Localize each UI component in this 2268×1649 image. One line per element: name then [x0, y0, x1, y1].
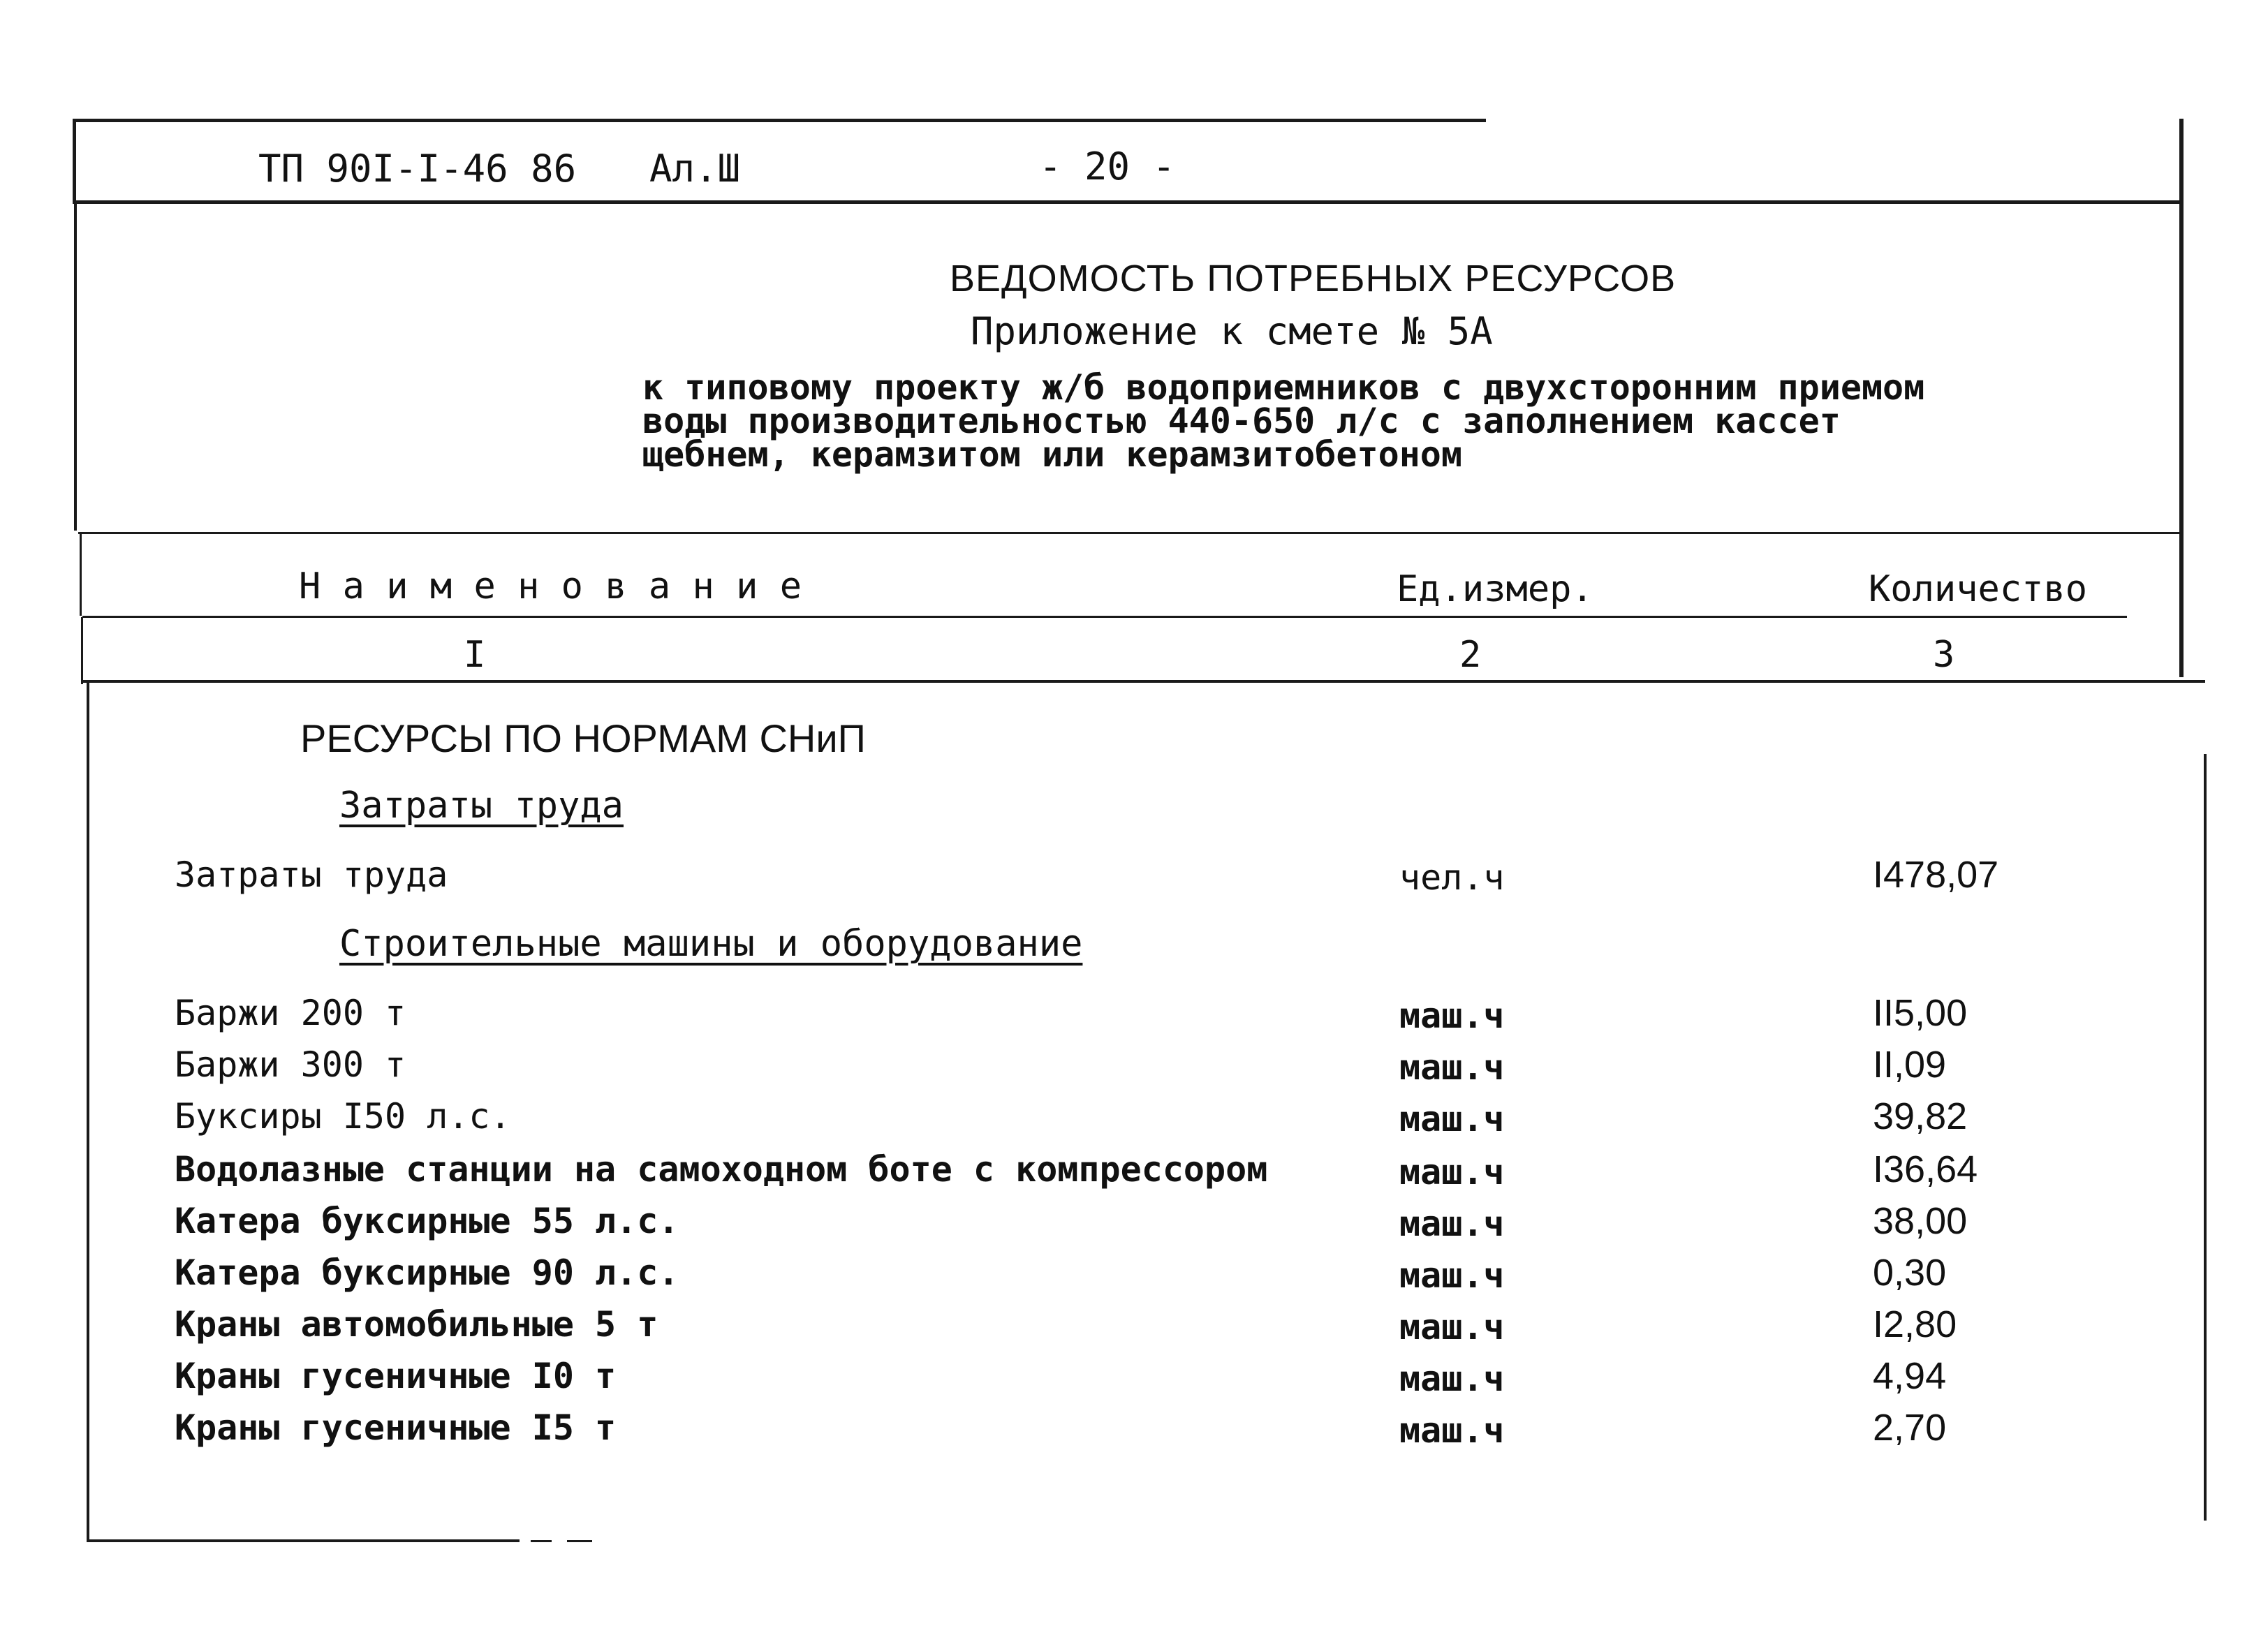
- bottom-dash-2: [567, 1540, 592, 1542]
- row-unit: маш.ч: [1399, 1099, 1505, 1139]
- colnum-separator: [82, 680, 2205, 683]
- column-number-1: I: [464, 634, 486, 676]
- bottom-dash-1: [531, 1540, 552, 1542]
- column-number-2: 2: [1459, 634, 1482, 676]
- title-bottom-line: [78, 532, 2181, 534]
- colnum-left-border: [81, 617, 83, 684]
- description-line-1: к типовому проекту ж/б водоприемников с двухсторонним приемом: [642, 367, 1925, 408]
- row-name: Катера буксирные 55 л.с.: [175, 1201, 679, 1241]
- body-right-border: [2204, 754, 2207, 1521]
- group-heading-labor: Затраты труда: [339, 785, 624, 827]
- album-label: Ал.Ш: [649, 147, 741, 191]
- row-unit: маш.ч: [1399, 1359, 1505, 1399]
- body-bottom-line: [87, 1539, 520, 1542]
- document-title: ВЕДОМОСТЬ ПОТРЕБНЫХ РЕСУРСОВ: [950, 258, 1677, 300]
- row-qty: 0,30: [1873, 1252, 1947, 1294]
- row-name: Краны автомобильные 5 т: [175, 1304, 658, 1345]
- row-name: Буксиры I50 л.с.: [175, 1096, 511, 1137]
- row-unit: маш.ч: [1399, 1152, 1505, 1192]
- row-name: Баржи 300 т: [175, 1044, 406, 1085]
- column-header-unit: Ед.измер.: [1397, 568, 1593, 610]
- row-unit: маш.ч: [1399, 1047, 1505, 1088]
- page-number: - 20 -: [1039, 145, 1176, 188]
- frame-left-border: [73, 119, 76, 202]
- row-name: Затраты труда: [175, 855, 448, 895]
- row-unit: маш.ч: [1399, 996, 1505, 1036]
- column-header-qty: Количество: [1869, 568, 2088, 610]
- appendix-title: Приложение к смете № 5А: [971, 309, 1493, 353]
- description-line-2: воды производительностью 440-650 л/с с заполнением кассет: [642, 401, 1841, 441]
- row-qty: I2,80: [1873, 1303, 1957, 1345]
- row-qty: II5,00: [1873, 992, 1968, 1034]
- row-unit: маш.ч: [1399, 1410, 1505, 1451]
- frame-top-border: [73, 119, 1486, 122]
- row-qty: I478,07: [1873, 854, 1999, 896]
- row-name: Водолазные станции на самоходном боте с компрессором: [175, 1149, 1268, 1190]
- title-left-border: [74, 202, 77, 531]
- row-name: Краны гусеничные I5 т: [175, 1407, 617, 1448]
- row-unit: маш.ч: [1399, 1204, 1505, 1244]
- row-qty: 38,00: [1873, 1200, 1968, 1242]
- header-separator: [73, 200, 2181, 204]
- row-unit: чел.ч: [1399, 857, 1505, 898]
- row-name: Катера буксирные 90 л.с.: [175, 1252, 679, 1293]
- colhead-left-border: [80, 532, 82, 616]
- body-left-border: [87, 681, 89, 1541]
- description-line-3: щебнем, керамзитом или керамзитобетоном: [642, 434, 1462, 475]
- row-qty: 39,82: [1873, 1095, 1968, 1137]
- row-unit: маш.ч: [1399, 1255, 1505, 1296]
- row-name: Краны гусеничные I0 т: [175, 1356, 617, 1396]
- group-heading-machines: Строительные машины и оборудование: [339, 923, 1083, 965]
- row-name: Баржи 200 т: [175, 993, 406, 1033]
- row-unit: маш.ч: [1399, 1307, 1505, 1347]
- doc-code: ТП 90I-I-46 86: [258, 147, 577, 191]
- row-qty: I36,64: [1873, 1148, 1978, 1190]
- row-qty: II,09: [1873, 1044, 1947, 1086]
- colhead-separator: [82, 616, 2127, 618]
- section-title: РЕСУРСЫ ПО НОРМАМ СНиП: [300, 716, 866, 760]
- column-header-name: Н а и м е н о в а н и е: [299, 565, 802, 607]
- row-qty: 4,94: [1873, 1355, 1947, 1397]
- column-number-3: 3: [1933, 634, 1955, 676]
- row-qty: 2,70: [1873, 1407, 1947, 1449]
